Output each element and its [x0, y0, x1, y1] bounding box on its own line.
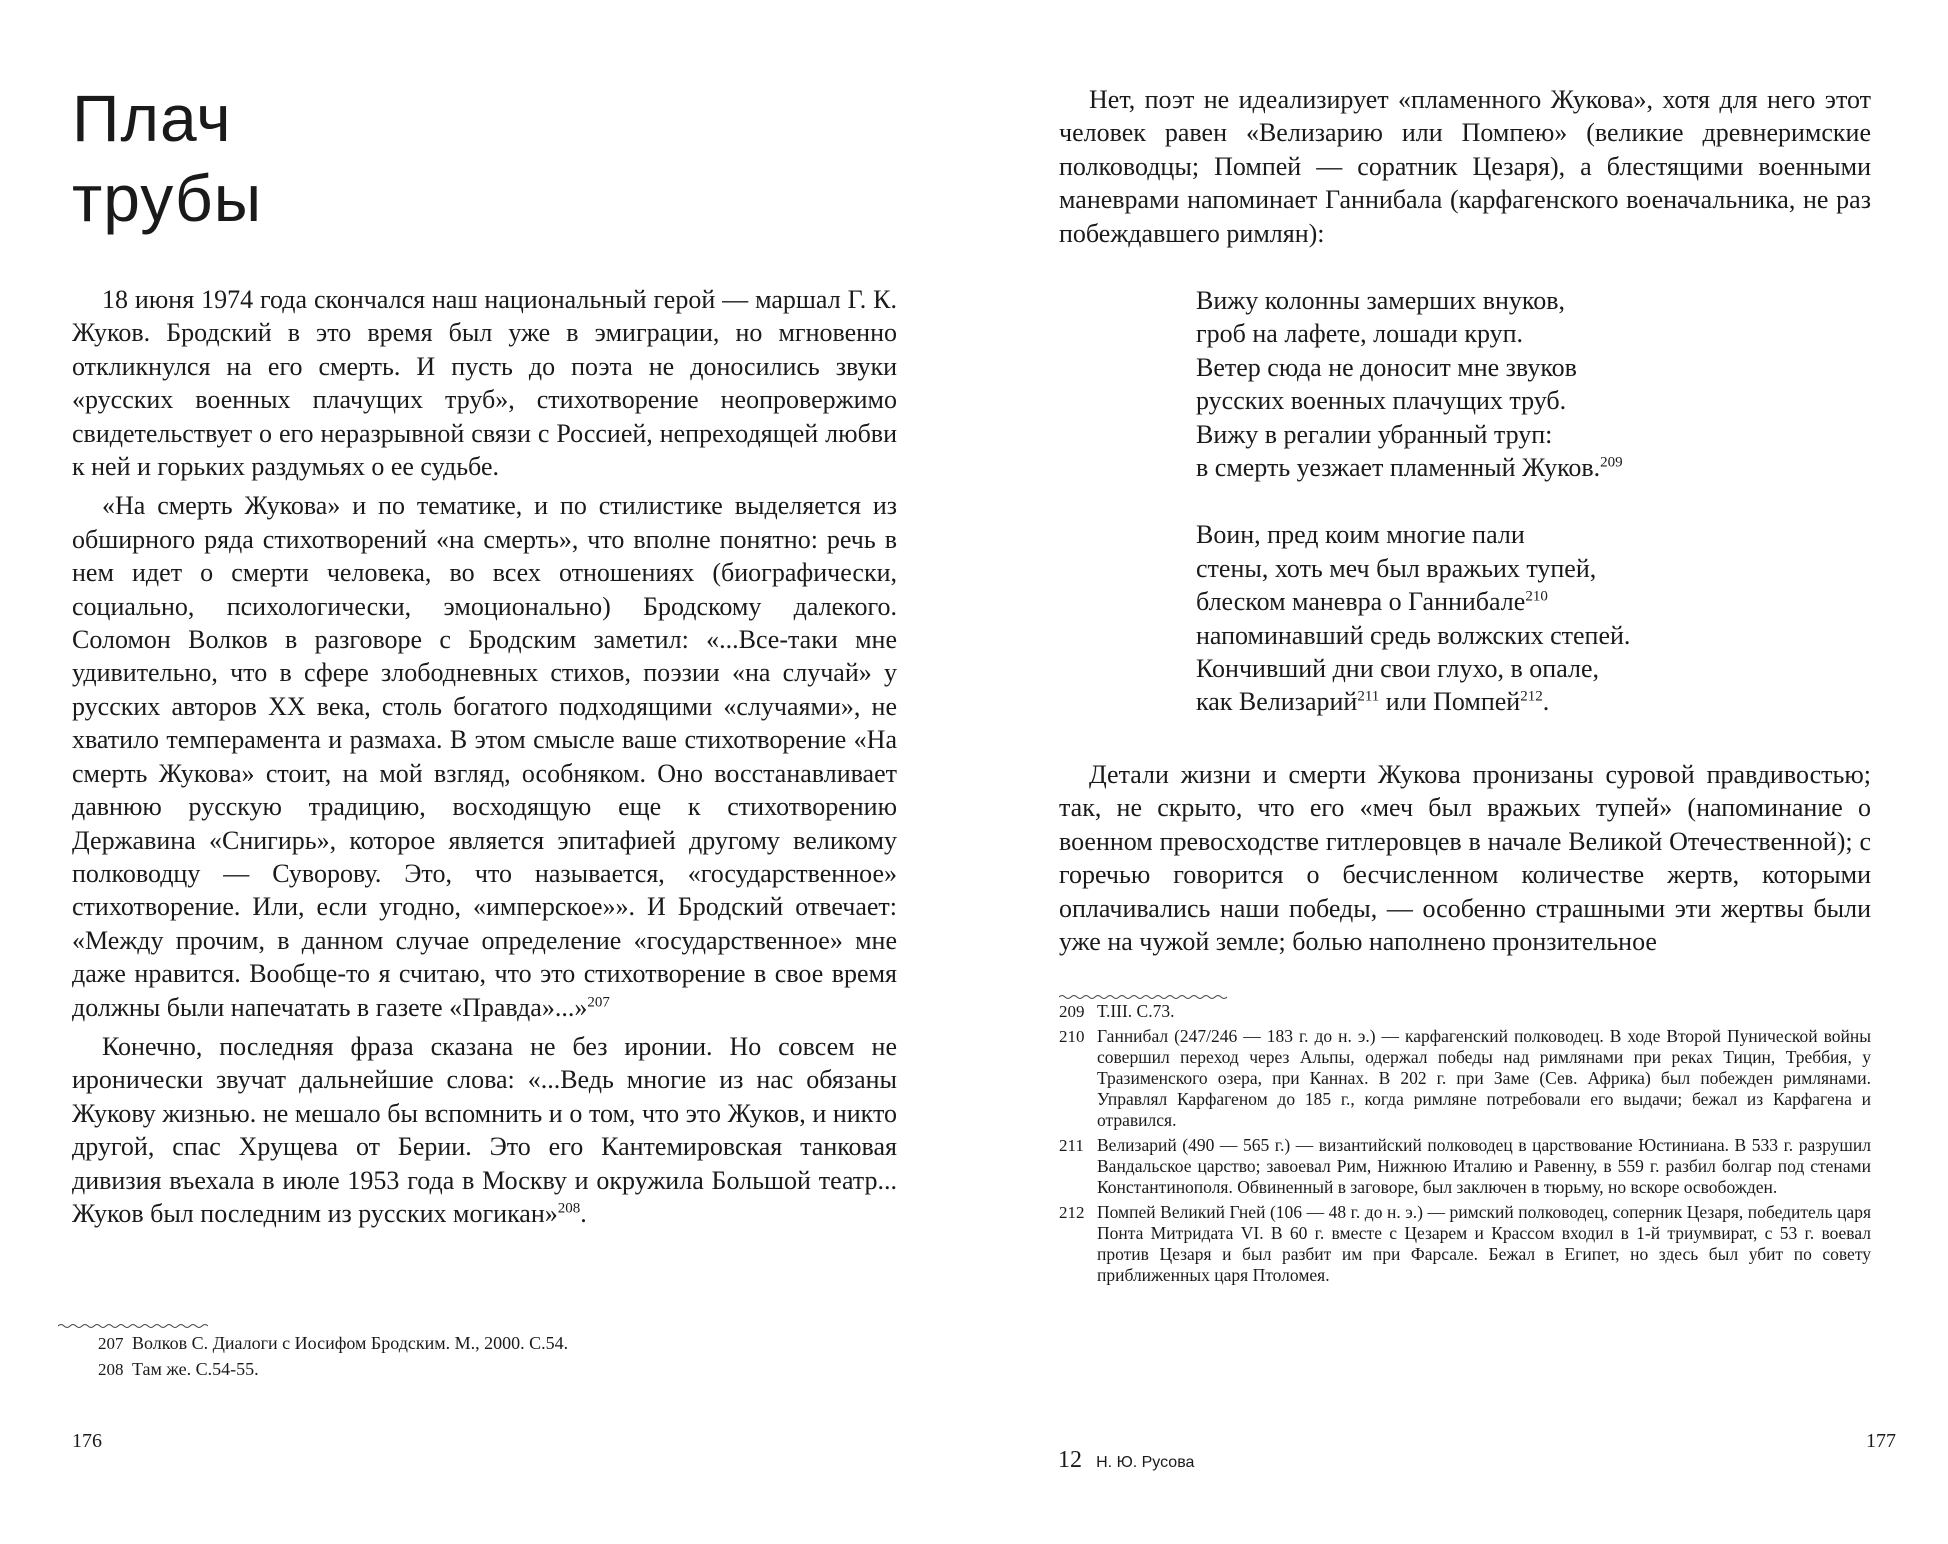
poem-line: Ветер сюда не доносит мне звуков [1196, 352, 1577, 382]
after-paragraph: Детали жизни и смерти Жукова пронизаны суровой правдивостью; так, не скрыто, что его «меч был вражьих тупей» (напоминание о военном превосходстве гитлеровцев в начале Великой Отечественной); с горечью говорится о бесчисленном количестве жертв, которыми оплачивались наши победы, — особенно страшными эти жертвы были уже на чужой земле; болью наполнено пронзительное [1059, 760, 1871, 957]
paragraph-1-text: 18 июня 1974 года скончался наш национальный герой — маршал Г. К. Жуков. Бродский в это время был уже в эмиграции, но мгновенно откликнулся на его смерть. И пусть до поэта не доносились звуки «русских военных плачущих труб», стихотворение неопровержимо свидетельствует о его неразрывной связи с Россией, непреходящей любви к ней и горьких раздумьях о ее судьбе. [72, 285, 897, 482]
footnote-text: Помпей Великий Гней (106 — 48 г. до н. э.) — римский полководец, соперник Цезаря, победитель царя Понта Митридата VI. В 60 г. вместе с Цезарем и Крассом входил в 1-й триумвират, с 53 г. воевал против Цезаря и был разбит им при Фарсале. Бежал в Египет, но здесь был убит по совету приближенных царя Птоломея. [1097, 1202, 1871, 1285]
poem-line: стены, хоть меч был вражьих тупей, [1196, 553, 1597, 583]
paragraph-1 [72, 283, 897, 483]
left-footnotes [98, 1333, 898, 1384]
poem-line [1196, 685, 1630, 718]
paragraph-2 [72, 489, 897, 1024]
poem-line-text: или Помпей [1379, 687, 1521, 717]
chapter-title-line1: Плач [72, 81, 232, 155]
page-number-left: 176 [72, 1430, 102, 1452]
left-body-text [72, 283, 897, 1236]
poem-line: Вижу в регалии убранный труп: [1196, 419, 1553, 449]
page-number-right: 177 [1866, 1430, 1896, 1452]
poem-line [1196, 451, 1630, 484]
right-footnotes [1059, 1001, 1871, 1290]
footnote-212 [1059, 1202, 1871, 1286]
chapter-title [72, 78, 262, 238]
paragraph-3-end: . [580, 1198, 587, 1228]
footnote-number: 209 [1059, 1002, 1085, 1021]
intro-paragraph: Нет, поэт не идеализирует «пламенного Жукова», хотя для него этот человек равен «Велизарию или Помпею» (великие древнеримские полководцы; Помпей — соратник Цезаря), а блестящими военными маневрами напоминает Ганнибала (карфагенского военачальника, не раз побеждавшего римлян): [1059, 85, 1871, 248]
footnote-ref-207[interactable]: 207 [587, 993, 610, 1010]
footnote-208 [98, 1359, 898, 1381]
poem-line: русских военных плачущих труб. [1196, 386, 1567, 416]
footnote-number: 210 [1059, 1027, 1085, 1046]
poem-line-text: . [1542, 687, 1550, 717]
poem-line: гроб на лафете, лошади круп. [1196, 319, 1524, 349]
signature-author: Н. Ю. Русова [1096, 1454, 1195, 1471]
footnote-number: 207 [98, 1334, 124, 1353]
footnote-207 [98, 1333, 898, 1355]
right-after-text [1059, 758, 1871, 964]
footnote-ref-212[interactable]: 212 [1520, 688, 1543, 705]
poem-stanza-1 [1196, 284, 1630, 484]
right-page [974, 0, 1948, 1544]
chapter-title-line2: трубы [72, 161, 263, 235]
footnote-text: Велизарий (490 — 565 г.) — византийский полководец в царствование Юстиниана. В 533 г. разрушил Вандальское царство; завоевал Рим, Нижнюю Италию и Равенну, в 559 г. разбил болгар под стенами Константинополя. Обвиненный в заговоре, был заключен в тюрьму, но вскоре освобожден. [1097, 1135, 1871, 1197]
footnote-text: Волков С. Диалоги с Иосифом Бродским. М., 2000. С.54. [132, 1333, 569, 1353]
poem-stanza-2 [1196, 518, 1630, 718]
signature-number: 12 [1058, 1447, 1082, 1473]
paragraph-3 [72, 1030, 897, 1230]
footnote-text: Т.III. С.73. [1097, 1001, 1175, 1021]
footnote-209 [1059, 1001, 1871, 1022]
paragraph-3-text: Конечно, последняя фраза сказана не без иронии. Но совсем не иронически звучат дальнейшие слова: «...Ведь многие из нас обязаны Жукову жизнью. не мешало бы вспомнить и о том, что это Жуков, и никто другой, спас Хрущева от Берии. Это его Кантемировская танковая дивизия въехала в июле 1953 года в Москву и окружила Большой театр... Жуков был последним из русских могикан» [72, 1031, 897, 1228]
right-intro-text [1059, 83, 1871, 256]
footnote-number: 211 [1059, 1136, 1084, 1155]
poem-line: Воин, пред коим многие пали [1196, 520, 1525, 550]
poem-line: Кончивший дни свои глухо, в опале, [1196, 654, 1599, 684]
footnote-ref-208[interactable]: 208 [557, 1200, 581, 1217]
footnote-divider-left [58, 1322, 208, 1332]
paragraph-2-text: «На смерть Жукова» и по тематике, и по стилистике выделяется из обширного ряда стихотворений «на смерть», что вполне понятно: речь в нем идет о смерти человека, во всех отношениях (биографически, социально, психологически, эмоционально) Бродскому далекого. Соломон Волков в разговоре с Бродским заметил: «...Все-таки мне удивительно, что в сфере злободневных стихов, поэзии «на случай» у русских авторов XX века, столь богатого подходящими «случаями», не хватило темперамента и размаха. В этом смысле ваше стихотворение «На смерть Жукова» стоит, на мой взгляд, особняком. Оно восстанавливает давнюю русскую традицию, восходящую еще к стихотворению Державина «Снигирь», которое является эпитафией другому великому полководцу — Суворову. Это, что называется, «государственное» стихотворение. Или, если угодно, «имперское»». И Бродский отвечает: «Между прочим, в данном случае определение «государственное» мне даже нравится. Вообще-то я считаю, что это стихотворение в свое время должны были напечатать в газете «Правда»...» [72, 491, 897, 1022]
footnote-number: 208 [98, 1359, 124, 1379]
poem-line: Вижу колонны замерших внуков, [1196, 286, 1565, 315]
footnote-text: Ганнибал (247/246 — 183 г. до н. э.) — карфагенский полководец. В ходе Второй Пунической войны совершил переход через Альпы, одержал победы над римлянами при реках Тицин, Треббия, у Тразименского озера, при Каннах. В 202 г. при Заме (Сев. Африка) был побежден римлянами. Управлял Карфагеном до 185 г., когда римляне потребовали его выдачи; бежал из Карфагена и отравился. [1097, 1026, 1871, 1130]
poem-line [1196, 585, 1630, 618]
footnote-text: Там же. С.54-55. [132, 1358, 259, 1379]
poem-line-text: блеском маневра о Ганнибале [1196, 587, 1526, 617]
poem-line-text: в смерть уезжает пламенный Жуков. [1196, 453, 1601, 483]
poem-line: напоминавший средь волжских степей. [1196, 620, 1631, 650]
footnote-ref-211[interactable]: 211 [1357, 688, 1380, 705]
poem-quote [1196, 284, 1630, 753]
poem-line-text: как Велизарий [1196, 687, 1358, 717]
footnote-ref-210[interactable]: 210 [1525, 588, 1548, 605]
footnote-210 [1059, 1026, 1871, 1131]
footnote-211 [1059, 1135, 1871, 1198]
printer-signature [1058, 1447, 1194, 1474]
footnote-number: 212 [1059, 1203, 1085, 1222]
footnote-ref-209[interactable]: 209 [1600, 454, 1623, 471]
